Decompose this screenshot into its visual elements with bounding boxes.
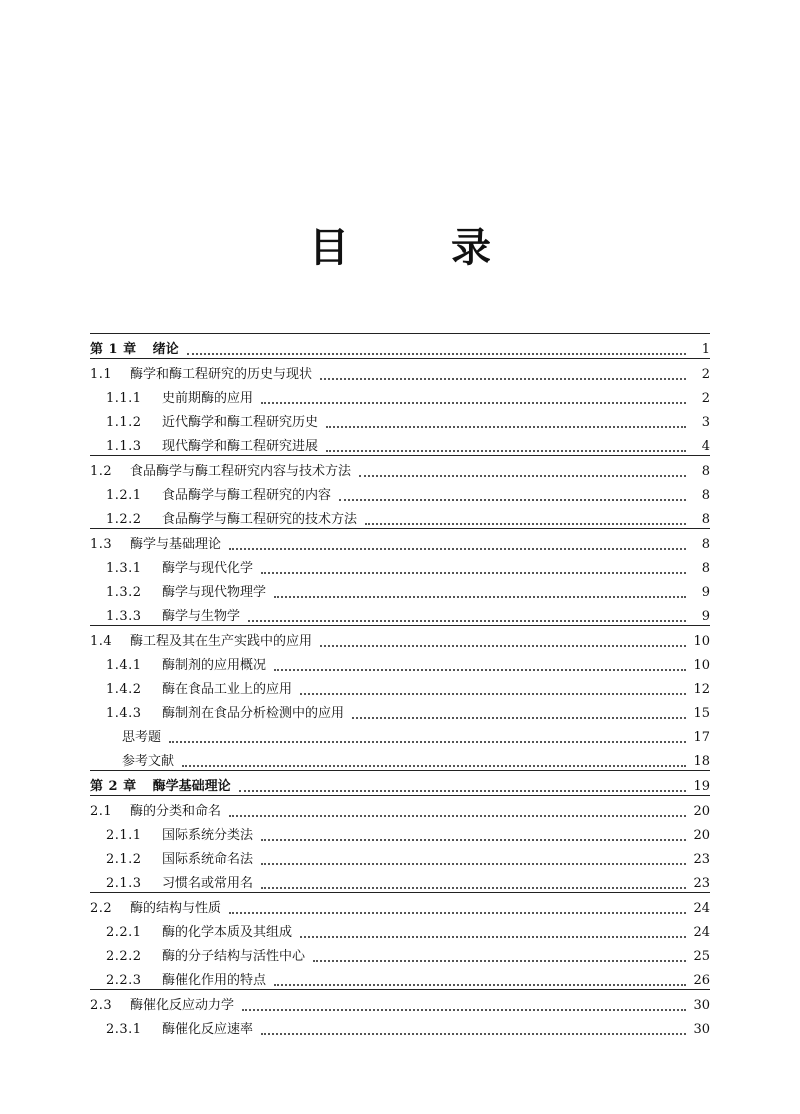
toc-entry-row[interactable] (90, 529, 710, 553)
toc-dot-leader (274, 669, 686, 671)
toc-page-number: 25 (693, 949, 710, 964)
toc-entry-row[interactable] (90, 990, 710, 1014)
toc-entry-row[interactable] (90, 407, 710, 431)
toc-entry-title: 食品酶学与酶工程研究的内容 (162, 488, 332, 503)
toc-entry-number: 1.3.3 (106, 609, 142, 624)
toc-entry-number: 1.4.2 (106, 682, 142, 697)
toc-dot-leader (359, 475, 686, 477)
toc-dot-leader (229, 912, 686, 914)
toc-dot-leader (169, 741, 686, 743)
toc-entry-number: 1.2.1 (106, 488, 142, 503)
toc-entry-title: 食品酶学与酶工程研究内容与技术方法 (130, 464, 352, 479)
toc-dot-leader (320, 645, 686, 647)
toc-entry-number: 2.1.2 (106, 852, 142, 867)
toc-dot-leader (274, 596, 686, 598)
toc-dot-leader (242, 1009, 686, 1011)
toc-dot-leader (261, 887, 686, 889)
toc-dot-leader (187, 353, 686, 355)
toc-page-number: 20 (693, 804, 710, 819)
toc-entry-number: 1.2 (90, 464, 113, 479)
toc-page-number: 10 (693, 658, 710, 673)
toc-entry-row[interactable] (90, 722, 710, 746)
toc-entry-number: 1.2.2 (106, 512, 142, 527)
toc-entry-title: 酶在食品工业上的应用 (162, 682, 293, 697)
toc-entry-title: 绪论 (152, 342, 179, 357)
toc-entry-title: 现代酶学和酶工程研究进展 (162, 439, 319, 454)
toc-dot-leader (274, 984, 686, 986)
toc-entry-number: 2.2.3 (106, 973, 142, 988)
toc-page-number: 18 (693, 754, 710, 769)
toc-entry-number: 1.4.3 (106, 706, 142, 721)
toc-dot-leader (229, 548, 686, 550)
toc-entry-title: 酶工程及其在生产实践中的应用 (130, 634, 313, 649)
toc-entry-title: 国际系统分类法 (162, 828, 254, 843)
toc-entry-title: 酶学与基础理论 (130, 537, 222, 552)
toc-entry-title: 酶制剂的应用概况 (162, 658, 267, 673)
toc-entry-number: 2.2.1 (106, 925, 142, 940)
toc-page-number: 24 (693, 925, 710, 940)
table-of-contents (90, 333, 710, 1038)
toc-page-number: 20 (693, 828, 710, 843)
toc-entry-title: 史前期酶的应用 (162, 391, 254, 406)
toc-dot-leader (261, 402, 686, 404)
toc-entry-number: 1.3 (90, 537, 113, 552)
toc-entry-row[interactable] (90, 820, 710, 844)
toc-entry-row[interactable] (90, 577, 710, 601)
toc-entry-title: 习惯名或常用名 (162, 876, 254, 891)
toc-page-number: 30 (693, 998, 710, 1013)
page-title: 目 录 (309, 223, 535, 271)
toc-dot-leader (239, 790, 686, 792)
toc-entry-title: 酶的分类和命名 (130, 804, 222, 819)
toc-page-number: 26 (693, 973, 710, 988)
toc-entry-title: 酶催化反应速率 (162, 1022, 254, 1037)
toc-dot-leader (365, 523, 686, 525)
toc-entry-number: 1.3.2 (106, 585, 142, 600)
toc-entry-number: 第 2 章 (90, 779, 137, 794)
toc-dot-leader (261, 572, 686, 574)
toc-entry-row[interactable] (90, 698, 710, 722)
toc-entry-row[interactable] (90, 480, 710, 504)
toc-entry-title: 酶学基础理论 (152, 779, 231, 794)
toc-entry-title: 酶催化作用的特点 (162, 973, 267, 988)
toc-entry-title: 参考文献 (122, 754, 175, 769)
toc-page-number: 2 (701, 367, 710, 382)
toc-entry-row[interactable] (90, 868, 710, 892)
toc-page-number: 3 (701, 415, 710, 430)
toc-entry-title: 食品酶学与酶工程研究的技术方法 (162, 512, 358, 527)
toc-dot-leader (326, 450, 686, 452)
toc-entry-title: 酶学与生物学 (162, 609, 241, 624)
toc-page-number: 19 (693, 779, 710, 794)
toc-entry-title: 酶学与现代物理学 (162, 585, 267, 600)
toc-chapter-row[interactable] (90, 334, 710, 358)
toc-dot-leader (261, 1033, 686, 1035)
toc-entry-row[interactable] (90, 674, 710, 698)
toc-page-number: 17 (693, 730, 710, 745)
toc-page-number: 9 (701, 585, 710, 600)
toc-dot-leader (313, 960, 686, 962)
toc-entry-row[interactable] (90, 844, 710, 868)
toc-page-number: 12 (693, 682, 710, 697)
toc-entry-title: 酶的分子结构与活性中心 (162, 949, 306, 964)
toc-dot-leader (300, 936, 686, 938)
toc-page-number: 4 (701, 439, 710, 454)
toc-dot-leader (182, 765, 686, 767)
toc-entry-title: 酶制剂在食品分析检测中的应用 (162, 706, 345, 721)
toc-entry-number: 1.4 (90, 634, 113, 649)
toc-dot-leader (300, 693, 686, 695)
toc-entry-number: 2.1 (90, 804, 113, 819)
toc-entry-number: 2.2.2 (106, 949, 142, 964)
toc-page-number: 8 (701, 512, 710, 527)
toc-entry-row[interactable] (90, 383, 710, 407)
toc-entry-row[interactable] (90, 746, 710, 770)
toc-dot-leader (352, 717, 686, 719)
toc-entry-row[interactable] (90, 553, 710, 577)
toc-entry-title: 酶学与现代化学 (162, 561, 254, 576)
toc-entry-row[interactable] (90, 626, 710, 650)
toc-dot-leader (326, 426, 686, 428)
toc-entry-title: 酶的结构与性质 (130, 901, 222, 916)
toc-entry-row[interactable] (90, 431, 710, 455)
toc-page-number: 23 (693, 876, 710, 891)
toc-chapter-row[interactable] (90, 771, 710, 795)
toc-entry-number: 1.1.2 (106, 415, 142, 430)
toc-dot-leader (320, 378, 686, 380)
toc-entry-number: 1.1 (90, 367, 113, 382)
toc-page-number: 23 (693, 852, 710, 867)
toc-page-number: 2 (701, 391, 710, 406)
toc-page-number: 8 (701, 537, 710, 552)
toc-dot-leader (339, 499, 686, 501)
toc-entry-row[interactable] (90, 601, 710, 625)
toc-entry-number: 1.1.1 (106, 391, 142, 406)
toc-entry-row[interactable] (90, 456, 710, 480)
toc-dot-leader (229, 815, 686, 817)
toc-entry-title: 思考题 (122, 730, 162, 745)
toc-page-number: 10 (693, 634, 710, 649)
toc-entry-number: 2.1.1 (106, 828, 142, 843)
toc-entry-title: 酶的化学本质及其组成 (162, 925, 293, 940)
toc-dot-leader (261, 863, 686, 865)
toc-entry-title: 酶催化反应动力学 (130, 998, 235, 1013)
toc-page-number: 15 (693, 706, 710, 721)
toc-entry-title: 国际系统命名法 (162, 852, 254, 867)
toc-page-number: 30 (693, 1022, 710, 1037)
toc-entry-number: 2.1.3 (106, 876, 142, 891)
toc-dot-leader (261, 839, 686, 841)
toc-entry-number: 第 1 章 (90, 342, 137, 357)
toc-entry-number: 1.1.3 (106, 439, 142, 454)
toc-entry-number: 2.3.1 (106, 1022, 142, 1037)
toc-entry-number: 1.4.1 (106, 658, 142, 673)
toc-page-number: 8 (701, 561, 710, 576)
toc-page-number: 8 (701, 464, 710, 479)
toc-page-number: 1 (701, 342, 710, 357)
toc-page-number: 8 (701, 488, 710, 503)
toc-entry-row[interactable] (90, 504, 710, 528)
toc-entry-row[interactable] (90, 359, 710, 383)
toc-entry-title: 近代酶学和酶工程研究历史 (162, 415, 319, 430)
toc-entry-number: 2.3 (90, 998, 113, 1013)
toc-entry-row[interactable] (90, 965, 710, 989)
toc-entry-row[interactable] (90, 893, 710, 917)
toc-entry-title: 酶学和酶工程研究的历史与现状 (130, 367, 313, 382)
toc-page-number: 24 (693, 901, 710, 916)
toc-entry-number: 1.3.1 (106, 561, 142, 576)
toc-entry-row[interactable] (90, 917, 710, 941)
toc-entry-number: 2.2 (90, 901, 113, 916)
toc-entry-row[interactable] (90, 1014, 710, 1038)
toc-page-number: 9 (701, 609, 710, 624)
toc-entry-row[interactable] (90, 650, 710, 674)
toc-dot-leader (248, 620, 686, 622)
toc-entry-row[interactable] (90, 796, 710, 820)
toc-entry-row[interactable] (90, 941, 710, 965)
